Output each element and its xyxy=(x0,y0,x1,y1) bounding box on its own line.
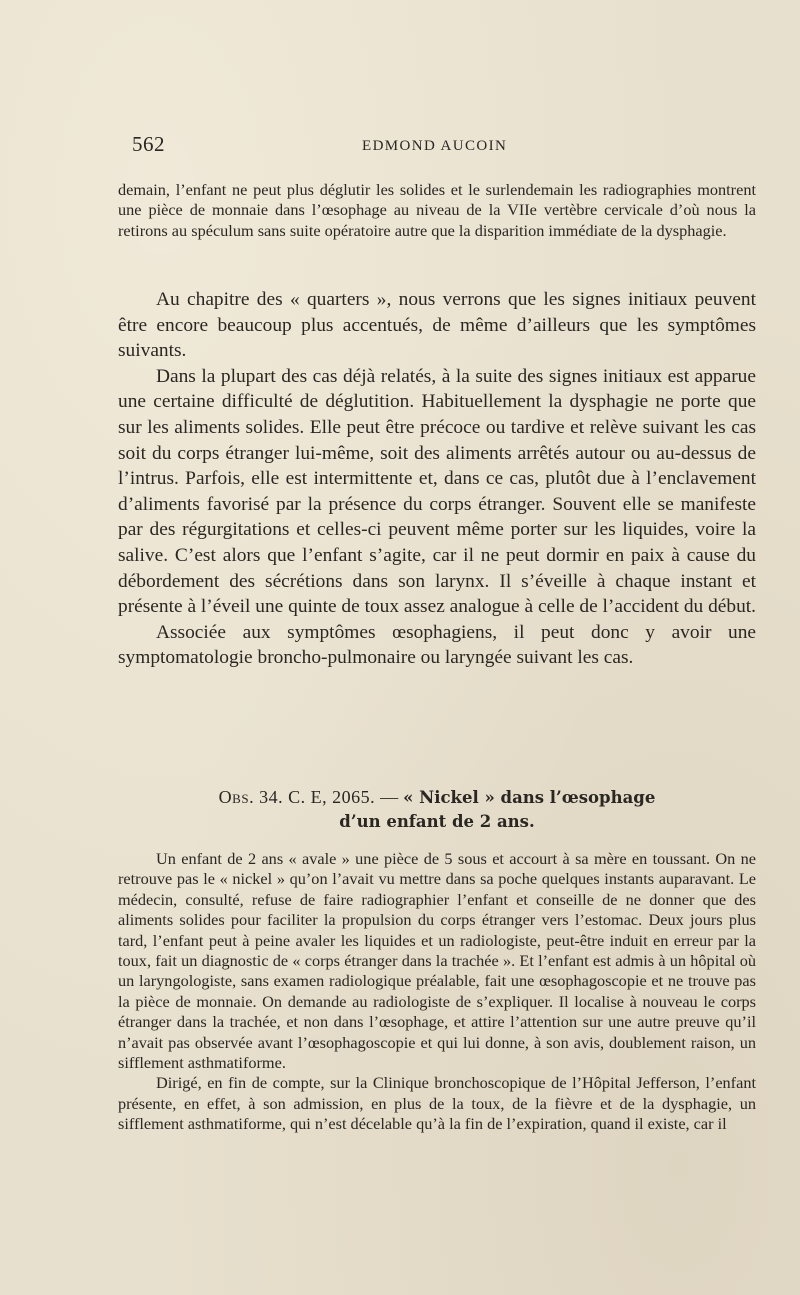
paragraph-associated-symptoms: Associée aux symptômes œsophagiens, il peut donc y avoir une symptomatologie broncho-pulmonaire ou laryngée suivant les cas. xyxy=(118,621,756,669)
observation-title-line1: « Nickel » dans l’œsophage xyxy=(403,788,656,807)
page-header xyxy=(132,132,752,162)
paragraph-dysphagia: Dans la plupart des cas déjà relatés, à la suite des signes initiaux est apparue une certaine difficulté de déglutition. Habituellement la dysphagie ne porte que sur les aliments solides. Elle peut être précoce ou tardive et relève suivant les cas soit du corps étranger lui-même, soit des aliments arrêtés autour ou au-dessus de l’intrus. Parfois, elle est intermittente et, dans ce cas, plutôt due à l’enclavement d’aliments favorisé par la présence du corps étranger. Souvent elle se manifeste par des régurgitations et celles-ci peuvent même porter sur les liquides, voire la salive. C’est alors que l’enfant s’agite, car il ne peut dormir en paix à cause du débordement des sécrétions dans son larynx. Il s’éveille à chaque instant et présente à l’éveil une quinte de toux assez analogue à celle de l’accident du début. xyxy=(118,365,756,618)
observation-paragraph-2: Dirigé, en fin de compte, sur la Clinique bronchoscopique de l’Hôpital Jefferson, l’enfant présente, en effet, à son admission, en plus de la toux, de la fièvre et de la dysphagie, un sifflement asthmatiforme, qui n’est décelable qu’à la fin de l’expiration, quand il existe, car il xyxy=(118,1073,756,1134)
paragraph-quarters: Au chapitre des « quarters », nous verrons que les signes initiaux peuvent être encore beaucoup plus accentués, de même d’ailleurs que les symptômes suivants. xyxy=(118,289,756,362)
intro-paragraph: demain, l’enfant ne peut plus déglutir les solides et le surlendemain les radiographies montrent une pièce de monnaie dans l’œsophage au niveau de la VIIe vertèbre cervicale d’où nous la retirons au spéculum sans suite opératoire autre que la disparition immédiate de la dysphagie. xyxy=(118,180,756,240)
observation-heading xyxy=(118,785,756,834)
page-number: 562 xyxy=(132,132,165,156)
intro-block xyxy=(118,180,756,241)
observation-label: Obs. 34. C. E, 2065. — xyxy=(218,787,399,807)
observation-text-block xyxy=(118,849,756,1135)
observation-paragraph-1: Un enfant de 2 ans « avale » une pièce de 5 sous et accourt à sa mère en toussant. On ne retrouve pas le « nickel » qu’on l’avait vu mettre dans sa poche quelques instants auparavant. Le médecin, consulté, refuse de faire radiographier l’enfant et conseille de ne donner que des aliments solides pour faciliter la propulsion du corps étranger vers l’estomac. Deux jours plus tard, l’enfant peut à peine avaler les liquides et un radiologiste, peut-être induit en erreur par la toux, fait un diagnostic de « corps étranger dans la trachée ». Et l’enfant est admis à un hôpital où un laryngologiste, sans examen radiologique préalable, fait une œsophagoscopie et ne trouve pas la pièce de monnaie. On demande au radiologiste de s’expliquer. Il localise à nouveau le corps étranger dans la trachée, et non dans l’œsophage, et attire l’attention sur une autre preuve qu’il n’avait pas observée avant l’œsophagoscopie et qui lui donne, à son avis, doublement raison, un sifflement asthmatiforme. xyxy=(118,849,756,1073)
observation-title-line2: d’un enfant de 2 ans. xyxy=(339,812,535,831)
main-text-block xyxy=(118,287,756,671)
running-head: EDMOND AUCOIN xyxy=(362,138,508,154)
